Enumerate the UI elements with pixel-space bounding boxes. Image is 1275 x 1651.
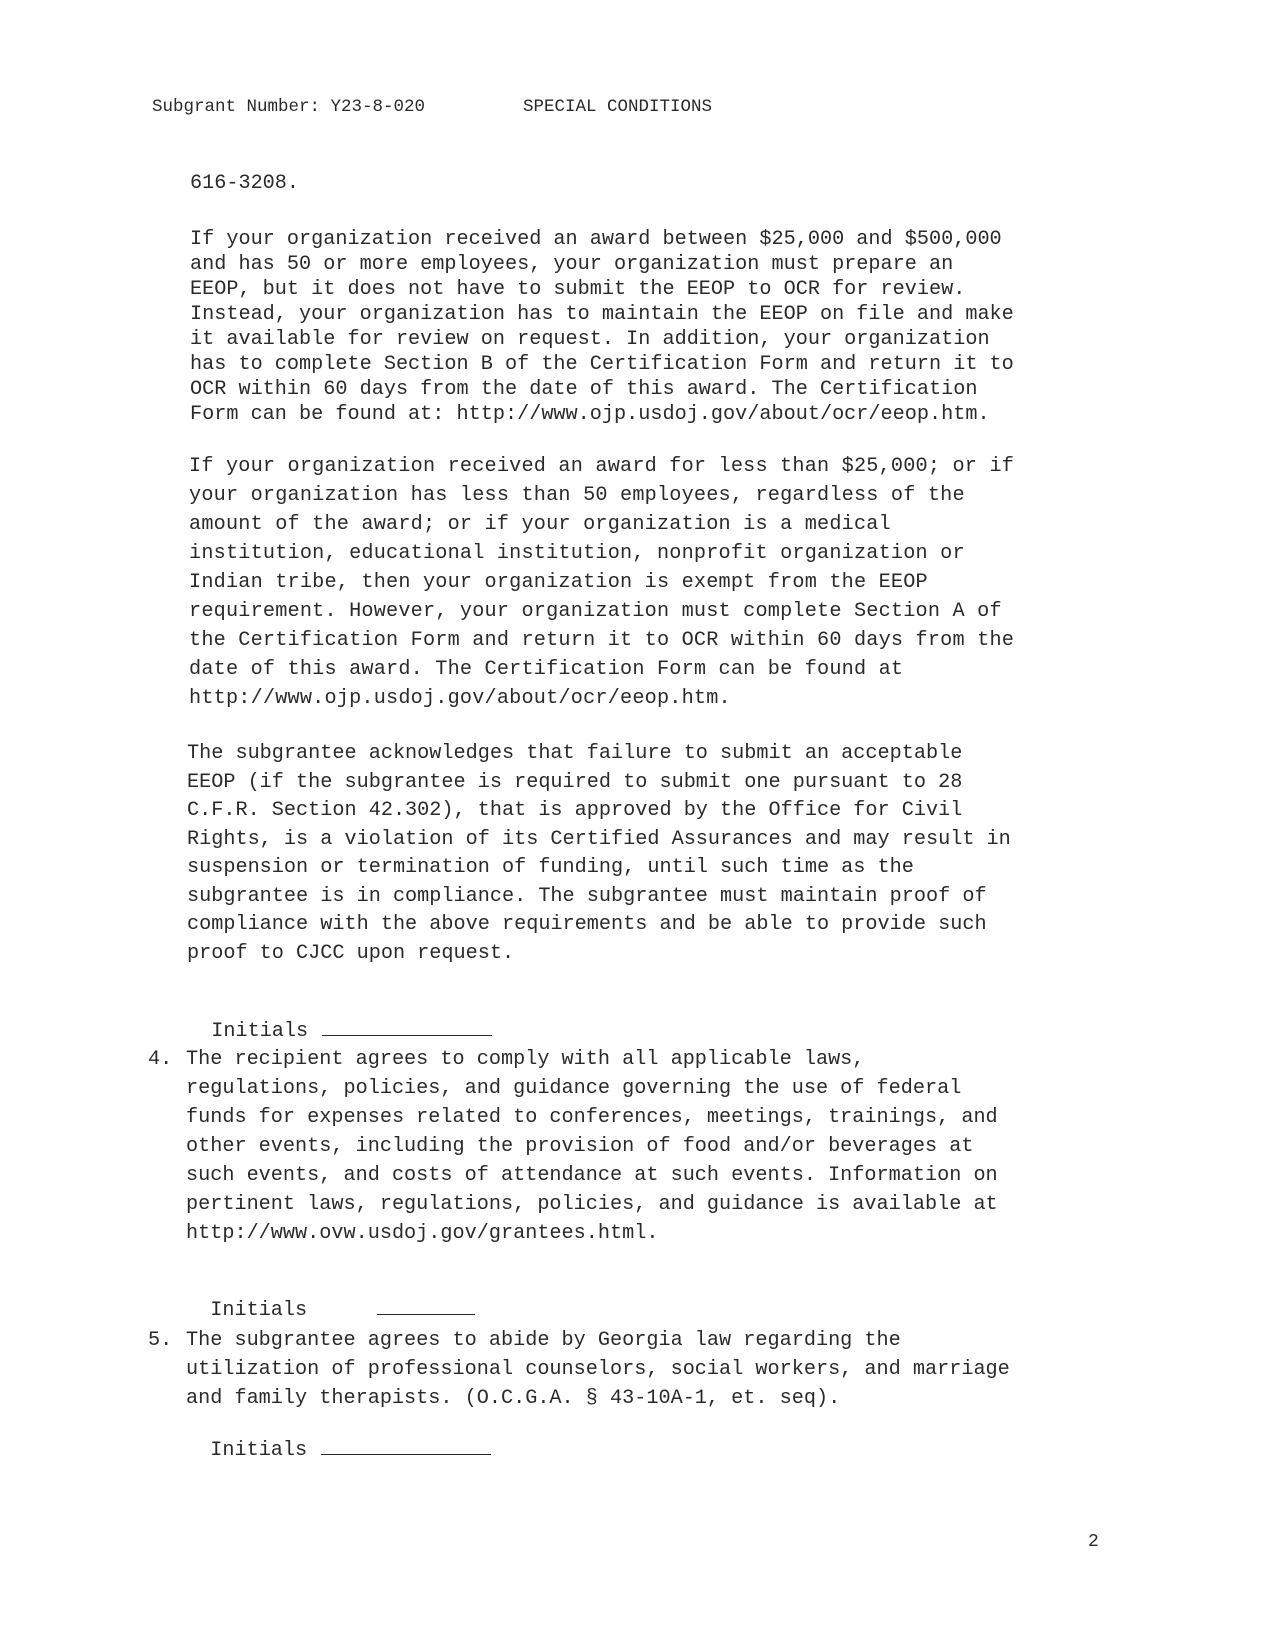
initials-blank (321, 1453, 491, 1455)
text-line: http://www.ojp.usdoj.gov/about/ocr/eeop.htm. (189, 687, 731, 710)
text-line: Rights, is a violation of its Certified Assurances and may result in (187, 828, 1011, 851)
text-line: EEOP, but it does not have to submit the EEOP to OCR for review. (190, 278, 966, 301)
text-line: has to complete Section B of the Certification Form and return it to (190, 353, 1014, 376)
page-title: SPECIAL CONDITIONS (523, 97, 713, 117)
text-line: subgrantee is in compliance. The subgrantee must maintain proof of (187, 885, 987, 908)
text-line: suspension or termination of funding, until such time as the (187, 856, 914, 879)
initials-blank (377, 1313, 475, 1315)
text-line: utilization of professional counselors, social workers, and marriage (186, 1358, 1010, 1381)
text-line: and family therapists. (O.C.G.A. § 43-10A-1, et. seq). (186, 1387, 841, 1410)
page-number: 2 (1088, 1532, 1099, 1552)
text-line: institution, educational institution, nonprofit organization or (189, 542, 965, 565)
lead-line: 616-3208. (190, 172, 300, 195)
text-line: If your organization received an award for less than $25,000; or if (189, 455, 1015, 478)
text-line: http://www.ovw.usdoj.gov/grantees.html. (186, 1222, 659, 1245)
initials-label: Initials (211, 1020, 309, 1043)
text-line: compliance with the above requirements and be able to provide such (187, 913, 987, 936)
text-line: The recipient agrees to comply with all applicable laws, (186, 1048, 865, 1071)
text-line: requirement. However, your organization must complete Section A of (189, 600, 1002, 623)
text-line: pertinent laws, regulations, policies, and guidance is available at (186, 1193, 998, 1216)
text-line: OCR within 60 days from the date of this award. The Certification (190, 378, 978, 401)
text-line: If your organization received an award between $25,000 and $500,000 (190, 228, 1002, 251)
text-line: regulations, policies, and guidance governing the use of federal (186, 1077, 962, 1100)
text-line: The subgrantee agrees to abide by Georgia law regarding the (186, 1329, 901, 1352)
text-line: your organization has less than 50 employees, regardless of the (189, 484, 965, 507)
text-line: amount of the award; or if your organization is a medical (189, 513, 891, 536)
text-line: funds for expenses related to conferences, meetings, trainings, and (186, 1106, 998, 1129)
item-number: 5. (148, 1329, 173, 1352)
text-line: the Certification Form and return it to OCR within 60 days from the (189, 629, 1015, 652)
text-line: C.F.R. Section 42.302), that is approved by the Office for Civil (187, 799, 963, 822)
text-line: it available for review on request. In addition, your organization (190, 328, 990, 351)
initials-field-3 (186, 1416, 491, 1462)
text-line: Instead, your organization has to maintain the EEOP on file and make (190, 303, 1014, 326)
text-line: such events, and costs of attendance at such events. Information on (186, 1164, 998, 1187)
item-number: 4. (148, 1048, 173, 1071)
text-line: date of this award. The Certification Form can be found at (189, 658, 904, 681)
text-line: proof to CJCC upon request. (187, 942, 515, 965)
text-line: Form can be found at: http://www.ojp.usdoj.gov/about/ocr/eeop.htm. (190, 403, 990, 426)
text-line: EEOP (if the subgrantee is required to submit one pursuant to 28 (187, 771, 963, 794)
text-line: The subgrantee acknowledges that failure to submit an acceptable (187, 742, 963, 765)
text-line: other events, including the provision of food and/or beverages at (186, 1135, 974, 1158)
initials-label: Initials (210, 1439, 308, 1462)
text-line: Indian tribe, then your organization is exempt from the EEOP (189, 571, 928, 594)
initials-blank (322, 1034, 492, 1036)
initials-field-1 (187, 997, 492, 1043)
subgrant-number: Subgrant Number: Y23-8-020 (152, 97, 426, 117)
initials-label: Initials (210, 1299, 308, 1322)
initials-field-2 (186, 1276, 475, 1322)
text-line: and has 50 or more employees, your organization must prepare an (190, 253, 954, 276)
